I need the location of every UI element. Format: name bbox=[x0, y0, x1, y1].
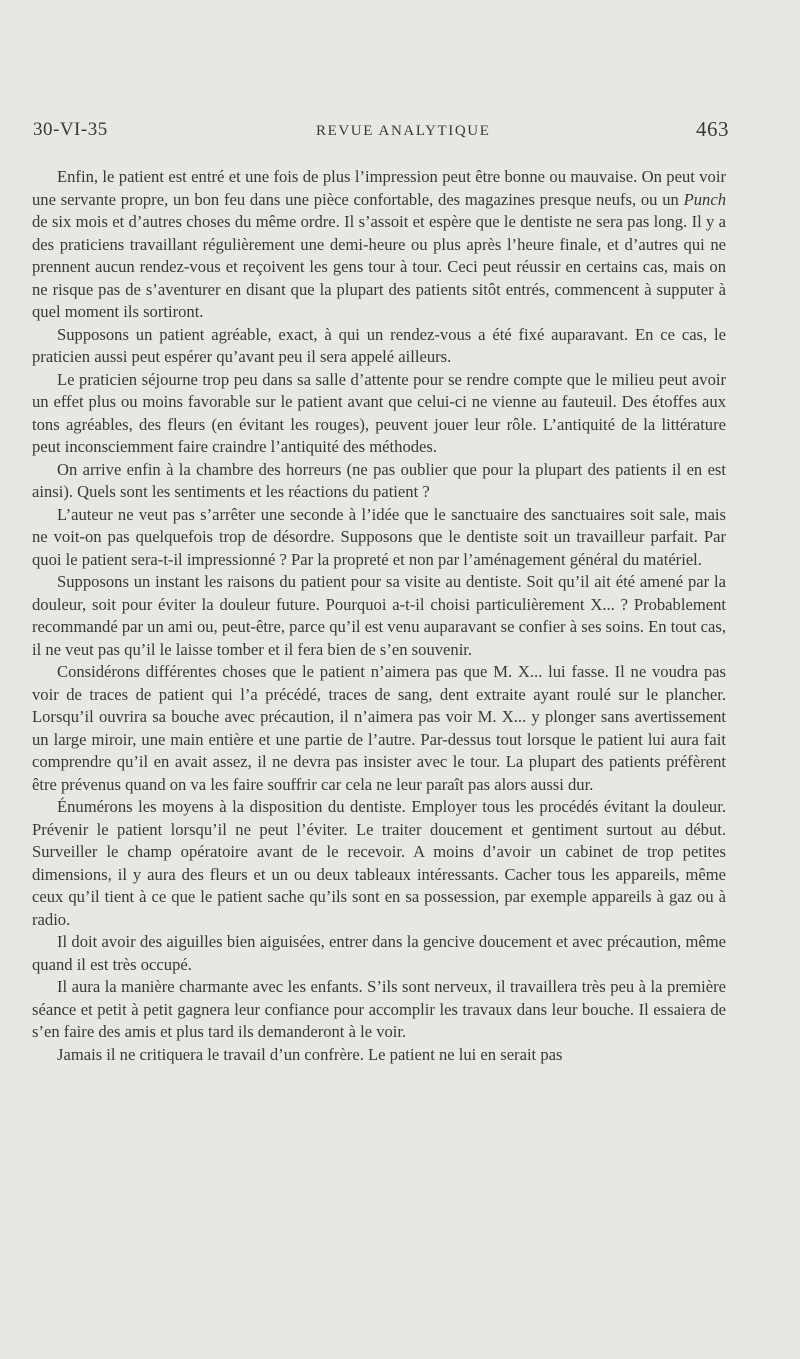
header-date: 30-VI-35 bbox=[33, 119, 108, 140]
journal-title: REVUE ANALYTIQUE bbox=[316, 123, 491, 139]
paragraph: Jamais il ne critiquera le travail d’un confrère. Le patient ne lui en serait pas bbox=[57, 1044, 563, 1064]
paragraph: Énumérons les moyens à la disposition du dentiste. Employer tous les procédés évitant la douleur. Prévenir le patient lorsqu’il ne peut l’éviter. Le traiter doucement et gentiment surtout au début. Surveiller le champ opératoire avant de le recevoir. A moins d’avoir un cabinet de trop petites dimensions, il y aura des fleurs et un ou deux tableaux intéressants. Cacher tous les appareils, même ceux qu’il tient à ce que le patient sache qu’ils sont en sa possession, par exemple appareils à gaz ou à radio. bbox=[32, 797, 726, 929]
page-number: 463 bbox=[696, 117, 729, 141]
italic-title: Punch bbox=[683, 189, 726, 209]
paragraph-text: de six mois et d’autres choses du même ordre. Il s’assoit et espère que le dentiste ne sera pas long. Il y a des praticiens travaillant régulièrement une demi-heure ou plus après l’heure finale, et d’autres qui ne prennent aucun rendez-vous et reçoivent les gens tour à tour. Ceci peut réussir en certains cas, mais on ne risque pas de s’aventurer en disant que la plupart des patients sitôt entrés, commencent à supputer à quel moment ils sortiront. bbox=[32, 212, 726, 321]
paragraph-text: Enfin, le patient est entré et une fois de plus l’impression peut être bonne ou mauvaise. On peut voir une servante propre, un bon feu dans une pièce confortable, des magazines presque neufs, ou un bbox=[32, 167, 726, 209]
paragraph: Considérons différentes choses que le patient n’aimera pas que M. X... lui fasse. Il ne voudra pas voir de traces de patient qui l’a précédé, traces de sang, dent extraite ayant roulé sur le plancher. Lorsqu’il ouvrira sa bouche avec précaution, il n’aimera pas voir M. X... y plonger sans avertissement un large miroir, une main entière et une partie de l’autre. Par-dessus tout lorsque le patient lui aura fait comprendre qu’il en avait assez, il ne devra pas insister avec le tour. La plupart des patients préfèrent être prévenus quand on va les faire souffrir car cela ne leur paraît pas alors aussi dur. bbox=[32, 662, 726, 794]
paragraph: Supposons un instant les raisons du patient pour sa visite au dentiste. Soit qu’il ait été amené par la douleur, soit pour éviter la douleur future. Pourquoi a-t-il choisi particulièrement X... ? Probablement recommandé par un ami ou, peut-être, parce qu’il est venu auparavant se confier à ses soins. En tout cas, il ne veut pas qu’il le laisse tomber et il fera bien de s’en souvenir. bbox=[32, 572, 726, 659]
body-text bbox=[32, 166, 726, 1066]
paragraph: Supposons un patient agréable, exact, à qui un rendez-vous a été fixé auparavant. En ce cas, le praticien aussi peut espérer qu’avant peu il sera appelé ailleurs. bbox=[32, 324, 726, 366]
paragraph bbox=[32, 166, 726, 324]
running-header bbox=[33, 117, 729, 147]
paragraph: Il aura la manière charmante avec les enfants. S’ils sont nerveux, il travaillera très peu à la première séance et petit à petit gagnera leur confiance pour accomplir les travaux dans leur bouche. Il essaiera de s’en faire des amis et plus tard ils demanderont à le voir. bbox=[32, 977, 726, 1041]
paragraph: On arrive enfin à la chambre des horreurs (ne pas oublier que pour la plupart des patients il en est ainsi). Quels sont les sentiments et les réactions du patient ? bbox=[32, 459, 726, 501]
paragraph: L’auteur ne veut pas s’arrêter une seconde à l’idée que le sanctuaire des sanctuaires soit sale, mais ne voit-on pas quelquefois trop de désordre. Supposons que le dentiste soit un travailleur parfait. Par quoi le patient sera-t-il impressionné ? Par la propreté et non par l’aménagement général du matériel. bbox=[32, 504, 726, 569]
paragraph: Le praticien séjourne trop peu dans sa salle d’attente pour se rendre compte que le milieu peut avoir un effet plus ou moins favorable sur le patient avant que celui-ci ne vienne au fauteuil. Des étoffes aux tons agréables, des fleurs (en évitant les rouges), peuvent jouer leur rôle. L’antiquité de la littérature peut inconsciemment faire craindre l’antiquité des méthodes. bbox=[32, 369, 726, 456]
paragraph: Il doit avoir des aiguilles bien aiguisées, entrer dans la gencive doucement et avec précaution, même quand il est très occupé. bbox=[32, 932, 726, 974]
